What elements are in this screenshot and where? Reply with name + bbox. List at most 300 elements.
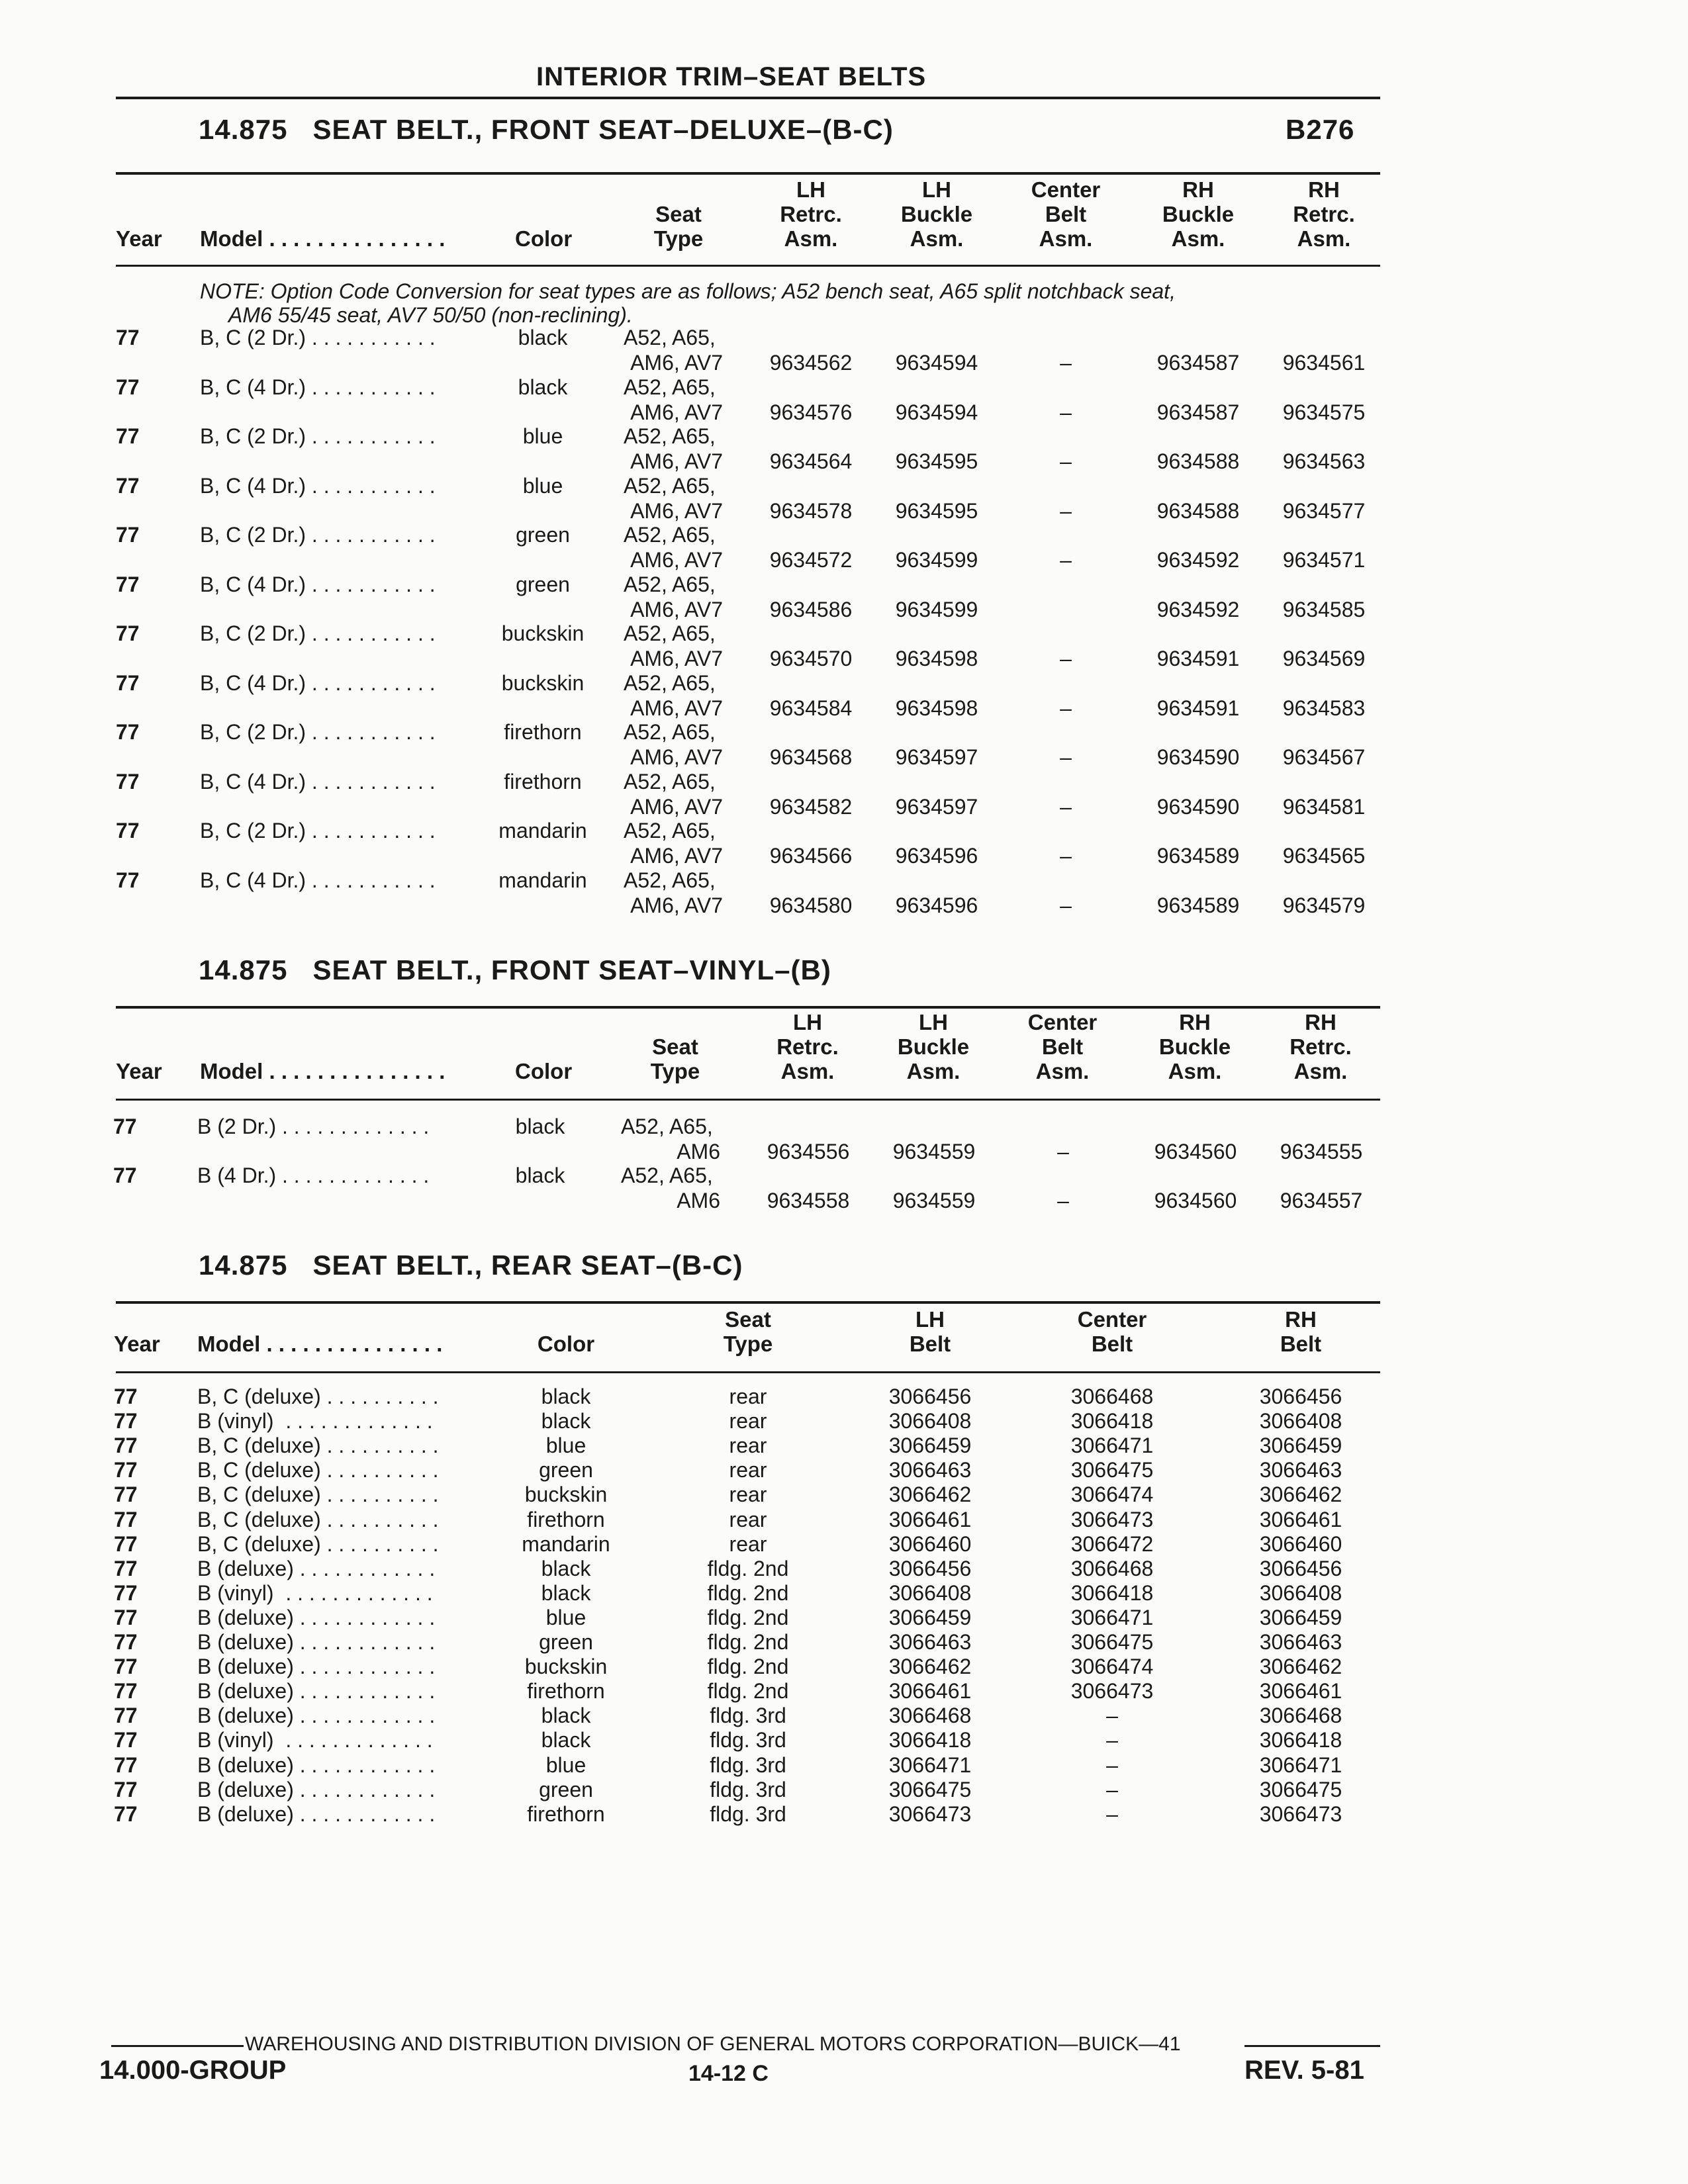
- rh-retrc-cell: 9634563: [1282, 449, 1366, 473]
- rh-retrc-cell: 9634561: [1282, 351, 1366, 375]
- lh-buckle-cell: 9634559: [892, 1140, 976, 1163]
- lh-retrc-cell: 9634584: [769, 696, 853, 720]
- col-year: Year: [114, 1332, 160, 1356]
- seat-type-cell: AM6, AV7: [630, 400, 723, 424]
- model-cell: B, C (2 Dr.) . . . . . . . . . . .: [200, 326, 436, 349]
- lh-belt-cell: 3066418: [888, 1728, 972, 1752]
- rh-belt-cell: 3066471: [1259, 1752, 1342, 1777]
- model-cell: B, C (deluxe) . . . . . . . . . .: [197, 1531, 439, 1556]
- year-cell: 77: [114, 1777, 138, 1801]
- year-cell: 77: [114, 1580, 138, 1605]
- lh-belt-cell: 3066459: [888, 1433, 972, 1458]
- center-belt-cell: –: [1057, 1189, 1069, 1212]
- center-belt-cell: –: [1106, 1728, 1118, 1752]
- year-cell: 77: [114, 1728, 138, 1752]
- seat-type-cell: fldg. 2nd: [707, 1605, 789, 1629]
- center-belt-cell: 3066468: [1070, 1556, 1154, 1580]
- rh-retrc-cell: 9634577: [1282, 498, 1366, 523]
- color-cell: black: [541, 1580, 591, 1605]
- center-belt-cell: –: [1060, 893, 1072, 917]
- col-rh-buckle: RH Buckle Asm.: [1158, 1010, 1231, 1083]
- seat-type-cell: A52, A65,: [624, 621, 716, 645]
- color-cell: green: [516, 572, 570, 596]
- seat-type-cell: fldg. 3rd: [710, 1728, 786, 1752]
- rh-buckle-cell: 9634590: [1156, 745, 1240, 769]
- year-cell: 77: [114, 1531, 138, 1556]
- col-color: Color: [515, 226, 573, 251]
- color-cell: green: [539, 1630, 593, 1654]
- model-cell: B, C (deluxe) . . . . . . . . . .: [197, 1433, 439, 1458]
- rh-retrc-cell: 9634585: [1282, 597, 1366, 621]
- color-cell: black: [518, 375, 568, 399]
- model-cell: B (vinyl) . . . . . . . . . . . . .: [197, 1580, 433, 1605]
- color-cell: black: [541, 1385, 591, 1408]
- lh-retrc-cell: 9634582: [769, 794, 853, 819]
- model-cell: B, C (deluxe) . . . . . . . . . .: [197, 1458, 439, 1482]
- lh-buckle-cell: 9634595: [895, 449, 978, 473]
- rh-buckle-cell: 9634590: [1156, 794, 1240, 819]
- rh-buckle-cell: 9634589: [1156, 844, 1240, 868]
- seat-type-cell: rear: [729, 1531, 767, 1556]
- center-belt-cell: –: [1060, 794, 1072, 819]
- model-cell: B, C (4 Dr.) . . . . . . . . . . .: [200, 868, 436, 892]
- color-cell: green: [539, 1458, 593, 1482]
- color-cell: blue: [545, 1433, 586, 1458]
- lh-buckle-cell: 9634599: [895, 597, 978, 621]
- model-cell: B (deluxe) . . . . . . . . . . . .: [197, 1777, 436, 1801]
- center-belt-cell: 3066418: [1070, 1409, 1154, 1433]
- year-cell: 77: [116, 572, 140, 596]
- rh-retrc-cell: 9634565: [1282, 844, 1366, 868]
- rh-belt-cell: 3066456: [1259, 1385, 1342, 1408]
- rh-belt-cell: 3066468: [1259, 1704, 1342, 1728]
- color-cell: mandarin: [522, 1531, 610, 1556]
- rh-retrc-cell: 9634583: [1282, 696, 1366, 720]
- year-cell: 77: [114, 1605, 138, 1629]
- footer-division: WAREHOUSING AND DISTRIBUTION DIVISION OF GENERAL MOTORS CORPORATION—BUICK—41: [245, 2033, 1181, 2055]
- col-center-belt: Center Belt Asm.: [1027, 1010, 1098, 1083]
- model-cell: B, C (2 Dr.) . . . . . . . . . . .: [200, 720, 436, 744]
- seat-type-cell: rear: [729, 1385, 767, 1408]
- color-cell: black: [515, 1115, 565, 1138]
- lh-belt-cell: 3066471: [888, 1752, 972, 1777]
- color-cell: green: [539, 1777, 593, 1801]
- col-year: Year: [116, 1059, 162, 1083]
- lh-belt-cell: 3066459: [888, 1605, 972, 1629]
- model-cell: B (2 Dr.) . . . . . . . . . . . . .: [197, 1115, 430, 1138]
- center-belt-cell: –: [1106, 1801, 1118, 1826]
- model-cell: B (deluxe) . . . . . . . . . . . .: [197, 1704, 436, 1728]
- color-cell: blue: [545, 1752, 586, 1777]
- footer-revision: REV. 5-81: [1244, 2056, 1364, 2085]
- seat-type-cell: fldg. 3rd: [710, 1801, 786, 1826]
- center-belt-cell: –: [1060, 449, 1072, 473]
- rh-belt-cell: 3066459: [1259, 1433, 1342, 1458]
- rh-buckle-cell: 9634587: [1156, 400, 1240, 424]
- color-cell: blue: [522, 473, 563, 498]
- lh-belt-cell: 3066473: [888, 1801, 972, 1826]
- rh-buckle-cell: 9634588: [1156, 498, 1240, 523]
- header-rule-bottom: [116, 1099, 1380, 1101]
- rh-belt-cell: 3066461: [1259, 1679, 1342, 1704]
- lh-retrc-cell: 9634586: [769, 597, 853, 621]
- rh-belt-cell: 3066418: [1259, 1728, 1342, 1752]
- col-model: Model . . . . . . . . . . . . . . .: [200, 1059, 445, 1083]
- lh-buckle-cell: 9634597: [895, 745, 978, 769]
- year-cell: 77: [114, 1801, 138, 1826]
- model-cell: B (deluxe) . . . . . . . . . . . .: [197, 1655, 436, 1679]
- center-belt-cell: 3066468: [1070, 1385, 1154, 1408]
- col-color: Color: [537, 1332, 595, 1356]
- color-cell: black: [518, 326, 568, 349]
- section-heading: 14.875 SEAT BELT., FRONT SEAT–DELUXE–(B-C): [199, 114, 894, 145]
- year-cell: 77: [113, 1163, 137, 1187]
- center-belt-cell: –: [1106, 1752, 1118, 1777]
- lh-belt-cell: 3066463: [888, 1630, 972, 1654]
- center-belt-cell: 3066474: [1070, 1655, 1154, 1679]
- year-cell: 77: [114, 1752, 138, 1777]
- year-cell: 77: [114, 1385, 138, 1408]
- color-cell: black: [541, 1409, 591, 1433]
- lh-belt-cell: 3066463: [888, 1458, 972, 1482]
- seat-type-cell: AM6, AV7: [630, 893, 723, 917]
- model-cell: B, C (deluxe) . . . . . . . . . .: [197, 1385, 439, 1408]
- model-cell: B (deluxe) . . . . . . . . . . . .: [197, 1605, 436, 1629]
- model-cell: B (deluxe) . . . . . . . . . . . .: [197, 1752, 436, 1777]
- seat-type-cell: A52, A65,: [624, 523, 716, 547]
- year-cell: 77: [116, 769, 140, 794]
- rh-belt-cell: 3066456: [1259, 1556, 1342, 1580]
- lh-belt-cell: 3066408: [888, 1409, 972, 1433]
- lh-buckle-cell: 9634559: [892, 1189, 976, 1212]
- center-belt-cell: –: [1060, 400, 1072, 424]
- seat-type-cell: A52, A65,: [624, 769, 716, 794]
- rh-buckle-cell: 9634592: [1156, 548, 1240, 572]
- year-cell: 77: [114, 1556, 138, 1580]
- year-cell: 77: [113, 1115, 137, 1138]
- lh-belt-cell: 3066468: [888, 1704, 972, 1728]
- col-center-belt: Center Belt: [1077, 1307, 1147, 1356]
- seat-type-cell: fldg. 2nd: [707, 1655, 789, 1679]
- lh-buckle-cell: 9634599: [895, 548, 978, 572]
- rh-belt-cell: 3066475: [1259, 1777, 1342, 1801]
- rh-retrc-cell: 9634575: [1282, 400, 1366, 424]
- lh-retrc-cell: 9634576: [769, 400, 853, 424]
- year-cell: 77: [116, 375, 140, 399]
- lh-buckle-cell: 9634598: [895, 647, 978, 670]
- center-belt-cell: 3066475: [1070, 1458, 1154, 1482]
- lh-belt-cell: 3066462: [888, 1655, 972, 1679]
- title-rule: [116, 97, 1380, 99]
- seat-type-cell: AM6, AV7: [630, 844, 723, 868]
- color-cell: buckskin: [501, 621, 585, 645]
- rh-buckle-cell: 9634560: [1154, 1189, 1237, 1212]
- year-cell: 77: [116, 819, 140, 842]
- lh-belt-cell: 3066461: [888, 1679, 972, 1704]
- color-cell: firethorn: [504, 720, 582, 744]
- center-belt-cell: 3066475: [1070, 1630, 1154, 1654]
- center-belt-cell: –: [1060, 351, 1072, 375]
- color-cell: blue: [545, 1605, 586, 1629]
- model-cell: B, C (2 Dr.) . . . . . . . . . . .: [200, 819, 436, 842]
- year-cell: 77: [114, 1704, 138, 1728]
- section-heading: 14.875 SEAT BELT., FRONT SEAT–VINYL–(B): [199, 954, 831, 985]
- lh-belt-cell: 3066461: [888, 1507, 972, 1531]
- lh-retrc-cell: 9634562: [769, 351, 853, 375]
- center-belt-cell: 3066418: [1070, 1580, 1154, 1605]
- year-cell: 77: [116, 670, 140, 695]
- model-cell: B, C (deluxe) . . . . . . . . . .: [197, 1482, 439, 1507]
- model-cell: B (deluxe) . . . . . . . . . . . .: [197, 1801, 436, 1826]
- model-cell: B (deluxe) . . . . . . . . . . . .: [197, 1679, 436, 1704]
- col-lh-buckle: LH Buckle Asm.: [900, 177, 973, 251]
- model-cell: B (deluxe) . . . . . . . . . . . .: [197, 1630, 436, 1654]
- color-cell: blue: [522, 424, 563, 448]
- col-color: Color: [515, 1059, 573, 1083]
- color-cell: firethorn: [527, 1507, 605, 1531]
- color-cell: buckskin: [524, 1482, 608, 1507]
- col-rh-retrc: RH Retrc. Asm.: [1293, 177, 1355, 251]
- center-belt-cell: –: [1060, 498, 1072, 523]
- seat-type-cell: AM6, AV7: [630, 647, 723, 670]
- rh-retrc-cell: 9634555: [1280, 1140, 1363, 1163]
- lh-buckle-cell: 9634598: [895, 696, 978, 720]
- rh-buckle-cell: 9634560: [1154, 1140, 1237, 1163]
- seat-type-cell: rear: [729, 1409, 767, 1433]
- color-cell: black: [541, 1704, 591, 1728]
- model-cell: B (vinyl) . . . . . . . . . . . . .: [197, 1409, 433, 1433]
- year-cell: 77: [114, 1655, 138, 1679]
- col-rh-retrc: RH Retrc. Asm.: [1289, 1010, 1352, 1083]
- year-cell: 77: [114, 1482, 138, 1507]
- year-cell: 77: [116, 473, 140, 498]
- seat-type-cell: A52, A65,: [624, 473, 716, 498]
- lh-belt-cell: 3066408: [888, 1580, 972, 1605]
- rh-buckle-cell: 9634588: [1156, 449, 1240, 473]
- model-cell: B (vinyl) . . . . . . . . . . . . .: [197, 1728, 433, 1752]
- year-cell: 77: [116, 326, 140, 349]
- seat-type-cell: fldg. 3rd: [710, 1777, 786, 1801]
- color-cell: firethorn: [527, 1801, 605, 1826]
- footer-rule-left: [111, 2045, 244, 2047]
- col-model: Model . . . . . . . . . . . . . . .: [197, 1332, 443, 1356]
- color-cell: black: [541, 1556, 591, 1580]
- header-rule-top: [116, 172, 1380, 175]
- note-text-2: AM6 55/45 seat, AV7 50/50 (non-reclining).: [228, 303, 633, 327]
- year-cell: 77: [114, 1630, 138, 1654]
- lh-retrc-cell: 9634570: [769, 647, 853, 670]
- seat-type-cell: A52, A65,: [624, 670, 716, 695]
- seat-type-cell: rear: [729, 1482, 767, 1507]
- header-rule-top: [116, 1006, 1380, 1009]
- center-belt-cell: –: [1106, 1704, 1118, 1728]
- seat-type-cell: fldg. 2nd: [707, 1556, 789, 1580]
- seat-type-cell: A52, A65,: [621, 1115, 713, 1138]
- center-belt-cell: –: [1060, 745, 1072, 769]
- col-rh-buckle: RH Buckle Asm.: [1162, 177, 1235, 251]
- seat-type-cell: AM6, AV7: [630, 498, 723, 523]
- seat-type-cell: A52, A65,: [624, 375, 716, 399]
- rh-buckle-cell: 9634591: [1156, 647, 1240, 670]
- seat-type-cell: A52, A65,: [624, 424, 716, 448]
- note-text-1: NOTE: Option Code Conversion for seat types are as follows; A52 bench seat, A65 split notchback seat,: [200, 279, 1176, 303]
- rh-retrc-cell: 9634557: [1280, 1189, 1363, 1212]
- footer-rule-right: [1244, 2045, 1380, 2047]
- seat-type-cell: A52, A65,: [624, 819, 716, 842]
- center-belt-cell: –: [1060, 844, 1072, 868]
- seat-type-cell: rear: [729, 1433, 767, 1458]
- rh-buckle-cell: 9634591: [1156, 696, 1240, 720]
- year-cell: 77: [114, 1409, 138, 1433]
- model-cell: B, C (4 Dr.) . . . . . . . . . . .: [200, 473, 436, 498]
- lh-buckle-cell: 9634594: [895, 351, 978, 375]
- year-cell: 77: [116, 621, 140, 645]
- seat-type-cell: fldg. 3rd: [710, 1704, 786, 1728]
- color-cell: buckskin: [501, 670, 585, 695]
- year-cell: 77: [114, 1433, 138, 1458]
- seat-type-cell: fldg. 3rd: [710, 1752, 786, 1777]
- col-lh-retrc: LH Retrc. Asm.: [780, 177, 842, 251]
- center-belt-cell: –: [1060, 696, 1072, 720]
- rh-buckle-cell: 9634589: [1156, 893, 1240, 917]
- model-cell: B, C (4 Dr.) . . . . . . . . . . .: [200, 375, 436, 399]
- center-belt-cell: –: [1057, 1140, 1069, 1163]
- lh-retrc-cell: 9634578: [769, 498, 853, 523]
- rh-belt-cell: 3066460: [1259, 1531, 1342, 1556]
- rh-retrc-cell: 9634571: [1282, 548, 1366, 572]
- model-cell: B, C (2 Dr.) . . . . . . . . . . .: [200, 621, 436, 645]
- seat-type-cell: rear: [729, 1458, 767, 1482]
- rh-belt-cell: 3066461: [1259, 1507, 1342, 1531]
- col-lh-retrc: LH Retrc. Asm.: [776, 1010, 839, 1083]
- rh-retrc-cell: 9634569: [1282, 647, 1366, 670]
- header-rule-bottom: [116, 265, 1380, 267]
- lh-retrc-cell: 9634556: [767, 1140, 850, 1163]
- col-seat-type: Seat Type: [650, 1034, 700, 1083]
- col-lh-belt: LH Belt: [909, 1307, 951, 1356]
- lh-retrc-cell: 9634568: [769, 745, 853, 769]
- seat-type-cell: A52, A65,: [624, 572, 716, 596]
- color-cell: mandarin: [498, 819, 587, 842]
- year-cell: 77: [116, 868, 140, 892]
- lh-buckle-cell: 9634596: [895, 893, 978, 917]
- color-cell: firethorn: [527, 1679, 605, 1704]
- color-cell: mandarin: [498, 868, 587, 892]
- rh-belt-cell: 3066459: [1259, 1605, 1342, 1629]
- rh-belt-cell: 3066462: [1259, 1482, 1342, 1507]
- seat-type-cell: A52, A65,: [624, 720, 716, 744]
- col-lh-buckle: LH Buckle Asm.: [897, 1010, 970, 1083]
- model-cell: B, C (2 Dr.) . . . . . . . . . . .: [200, 523, 436, 547]
- color-cell: buckskin: [524, 1655, 608, 1679]
- seat-type-cell: A52, A65,: [624, 326, 716, 349]
- center-belt-cell: 3066473: [1070, 1679, 1154, 1704]
- seat-type-cell: AM6, AV7: [630, 745, 723, 769]
- center-belt-cell: –: [1106, 1777, 1118, 1801]
- rh-belt-cell: 3066408: [1259, 1580, 1342, 1605]
- lh-buckle-cell: 9634594: [895, 400, 978, 424]
- seat-type-cell: rear: [729, 1507, 767, 1531]
- seat-type-cell: fldg. 2nd: [707, 1679, 789, 1704]
- seat-type-cell: AM6, AV7: [630, 548, 723, 572]
- rh-belt-cell: 3066462: [1259, 1655, 1342, 1679]
- lh-belt-cell: 3066456: [888, 1556, 972, 1580]
- color-cell: black: [541, 1728, 591, 1752]
- lh-retrc-cell: 9634564: [769, 449, 853, 473]
- seat-type-cell: AM6, AV7: [630, 794, 723, 819]
- rh-retrc-cell: 9634581: [1282, 794, 1366, 819]
- lh-retrc-cell: 9634558: [767, 1189, 850, 1212]
- col-seat-type: Seat Type: [653, 202, 704, 251]
- center-belt-cell: –: [1060, 647, 1072, 670]
- year-cell: 77: [114, 1679, 138, 1704]
- seat-type-cell: fldg. 2nd: [707, 1630, 789, 1654]
- model-cell: B, C (4 Dr.) . . . . . . . . . . .: [200, 572, 436, 596]
- col-year: Year: [116, 226, 162, 251]
- lh-belt-cell: 3066462: [888, 1482, 972, 1507]
- seat-type-cell: AM6, AV7: [630, 449, 723, 473]
- lh-buckle-cell: 9634596: [895, 844, 978, 868]
- rh-retrc-cell: 9634567: [1282, 745, 1366, 769]
- center-belt-cell: 3066474: [1070, 1482, 1154, 1507]
- center-belt-cell: 3066471: [1070, 1433, 1154, 1458]
- center-belt-cell: 3066471: [1070, 1605, 1154, 1629]
- color-cell: green: [516, 523, 570, 547]
- lh-retrc-cell: 9634580: [769, 893, 853, 917]
- page-title: INTERIOR TRIM–SEAT BELTS: [536, 62, 927, 91]
- center-belt-cell: 3066473: [1070, 1507, 1154, 1531]
- seat-type-cell: A52, A65,: [624, 868, 716, 892]
- rh-buckle-cell: 9634592: [1156, 597, 1240, 621]
- rh-belt-cell: 3066473: [1259, 1801, 1342, 1826]
- col-center-belt: Center Belt Asm.: [1031, 177, 1101, 251]
- model-cell: B, C (2 Dr.) . . . . . . . . . . .: [200, 424, 436, 448]
- color-cell: black: [515, 1163, 565, 1187]
- seat-type-cell: AM6, AV7: [630, 351, 723, 375]
- model-cell: B, C (deluxe) . . . . . . . . . .: [197, 1507, 439, 1531]
- lh-buckle-cell: 9634597: [895, 794, 978, 819]
- lh-retrc-cell: 9634572: [769, 548, 853, 572]
- year-cell: 77: [116, 424, 140, 448]
- seat-type-cell: AM6: [677, 1140, 720, 1163]
- year-cell: 77: [116, 523, 140, 547]
- seat-type-cell: A52, A65,: [621, 1163, 713, 1187]
- header-rule-top: [116, 1301, 1380, 1304]
- year-cell: 77: [114, 1507, 138, 1531]
- lh-belt-cell: 3066456: [888, 1385, 972, 1408]
- rh-belt-cell: 3066463: [1259, 1630, 1342, 1654]
- header-rule-bottom: [116, 1371, 1380, 1373]
- model-cell: B (4 Dr.) . . . . . . . . . . . . .: [197, 1163, 430, 1187]
- footer-page-number: 14-12 C: [688, 2061, 769, 2086]
- rh-belt-cell: 3066408: [1259, 1409, 1342, 1433]
- section-code: B276: [1286, 114, 1355, 145]
- year-cell: 77: [116, 720, 140, 744]
- lh-retrc-cell: 9634566: [769, 844, 853, 868]
- model-cell: B, C (4 Dr.) . . . . . . . . . . .: [200, 769, 436, 794]
- lh-belt-cell: 3066460: [888, 1531, 972, 1556]
- rh-buckle-cell: 9634587: [1156, 351, 1240, 375]
- lh-belt-cell: 3066475: [888, 1777, 972, 1801]
- col-rh-belt: RH Belt: [1280, 1307, 1322, 1356]
- model-cell: B (deluxe) . . . . . . . . . . . .: [197, 1556, 436, 1580]
- center-belt-cell: –: [1060, 548, 1072, 572]
- rh-belt-cell: 3066463: [1259, 1458, 1342, 1482]
- seat-type-cell: AM6, AV7: [630, 597, 723, 621]
- rh-retrc-cell: 9634579: [1282, 893, 1366, 917]
- center-belt-cell: 3066472: [1070, 1531, 1154, 1556]
- col-model: Model . . . . . . . . . . . . . . .: [200, 226, 445, 251]
